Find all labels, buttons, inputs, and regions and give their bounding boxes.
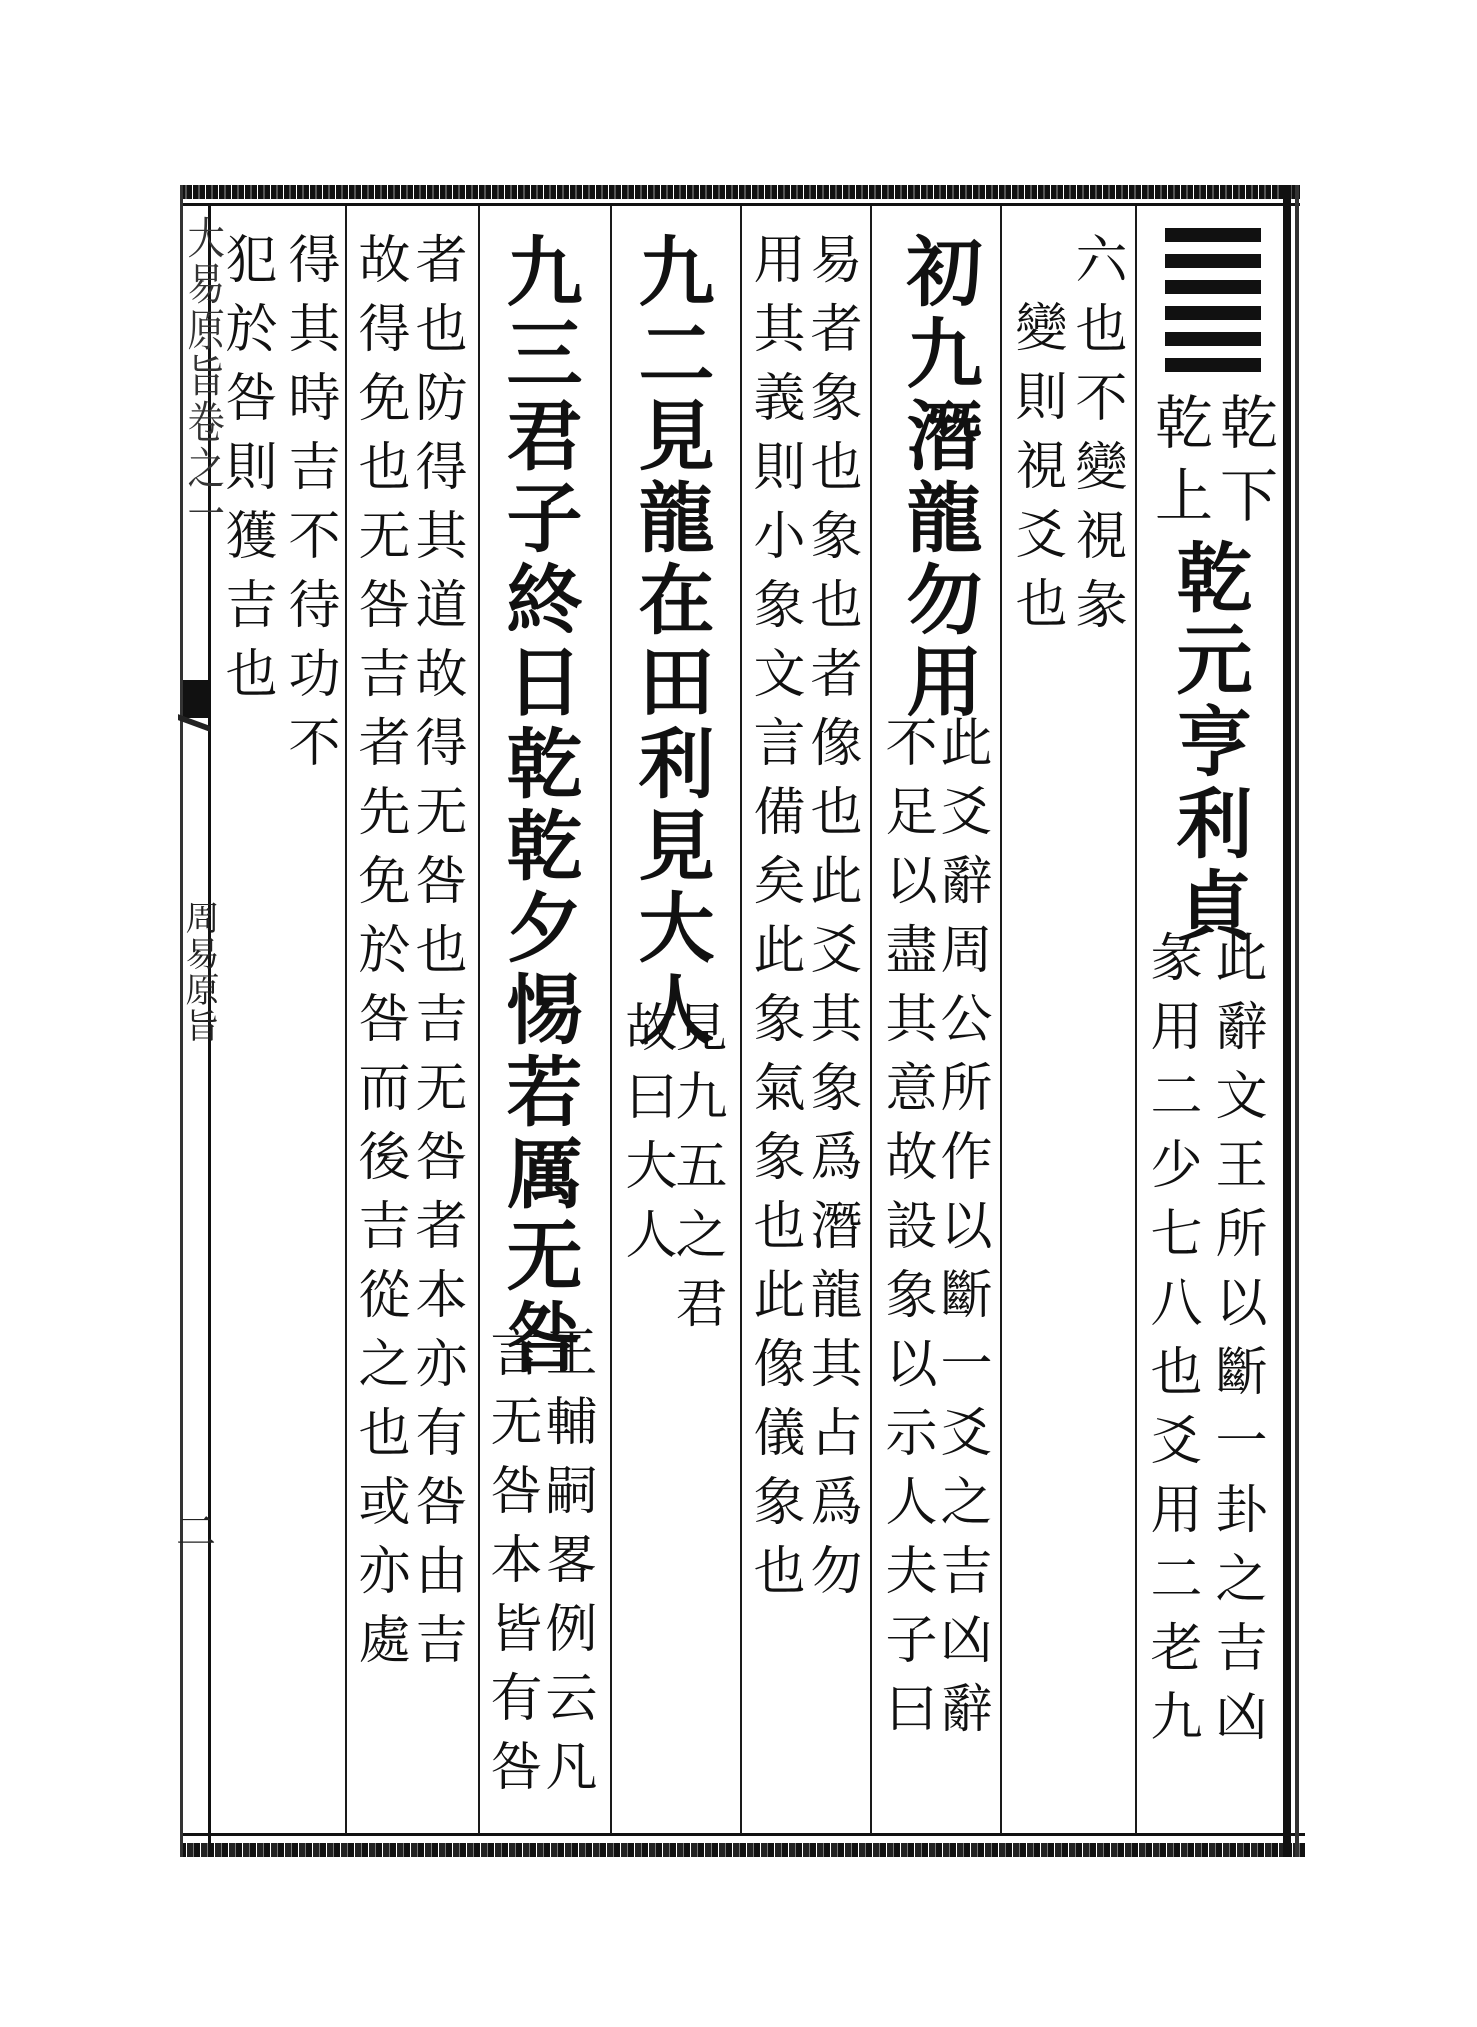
frame-right-outer-border: [1295, 185, 1299, 1857]
line-statement-second: 九二見龍在田利見大人: [626, 232, 715, 1052]
commentary-line: 六也不變視彖: [1066, 232, 1126, 646]
trigram-lower-note: 乾下: [1210, 392, 1278, 538]
hexagram-line: [1165, 280, 1261, 294]
commentary-line: 見九五之君: [666, 1000, 726, 1345]
commentary-line: 彖用二少七八也爻用二老九: [1141, 930, 1201, 1758]
commentary-line: 易者象也象也者像也此爻其象爲潛龍其占爲勿: [801, 232, 861, 1612]
column-divider: [478, 206, 480, 1834]
page-number: 二: [176, 1509, 216, 1555]
commentary-line: 得其時吉不待功不: [279, 232, 339, 784]
column-divider: [870, 206, 872, 1834]
commentary-line: 故曰大人: [616, 1000, 676, 1276]
commentary-line: 言无咎本皆有咎: [481, 1325, 541, 1808]
commentary-line: 犯於咎則獲吉也: [216, 232, 276, 715]
commentary-line: 不足以盡其意故設象以示人夫子曰: [876, 715, 936, 1750]
commentary-line: 此辭文王所以斷一卦之吉凶: [1206, 930, 1266, 1758]
column-divider: [345, 206, 347, 1834]
hexagram-line: [1165, 306, 1261, 320]
column-divider: [740, 206, 742, 1834]
hexagram-line: [1165, 254, 1261, 268]
fold-fishtail-mark: [183, 680, 209, 718]
frame-bottom-border: [180, 1843, 1305, 1857]
qian-hexagram-icon: [1165, 228, 1261, 378]
commentary-line: 此爻辭周公所作以斷一爻之吉凶辭: [931, 715, 991, 1750]
hexagram-line: [1165, 228, 1261, 242]
frame-top-border: [180, 185, 1300, 199]
commentary-line: 故得免也无咎吉者先免於咎而後吉從之也或亦處: [349, 232, 409, 1681]
fold-book-title: 周易原旨: [179, 900, 219, 1044]
commentary-line: 者也防得其道故得无咎也吉无咎者本亦有咎由吉: [406, 232, 466, 1681]
frame-right-border: [1283, 185, 1291, 1857]
hexagram-line: [1165, 358, 1261, 372]
commentary-line: 變則視爻也: [1006, 300, 1066, 645]
column-divider: [1135, 206, 1137, 1834]
line-statement-third: 九三君子終日乾乾夕惕若厲无咎: [494, 232, 583, 1380]
line-statement-first: 初九潛龍勿用: [894, 232, 983, 724]
fold-running-head: 大易原旨卷之一: [180, 215, 225, 537]
column-divider: [610, 206, 612, 1834]
column-divider: [1000, 206, 1002, 1834]
commentary-line: 用其義則小象文言備矣此象氣象也此像儀象也: [744, 232, 804, 1612]
hexagram-statement: 乾元亨利貞: [1164, 538, 1253, 948]
commentary-line: 王輔嗣畧例云凡: [536, 1325, 596, 1808]
trigram-upper-note: 乾上: [1145, 392, 1213, 538]
hexagram-line: [1165, 332, 1261, 346]
